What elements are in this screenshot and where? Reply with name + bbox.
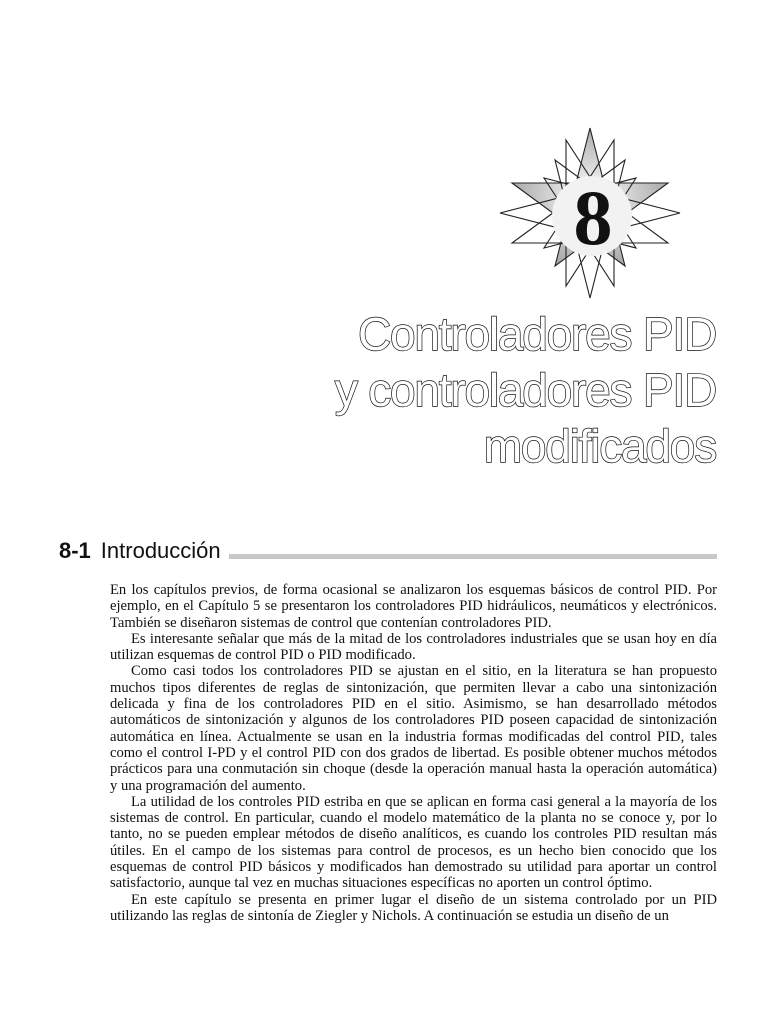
paragraph-2: Es interesante señalar que más de la mitad de los controladores industriales que se usan hoy en día utilizan esquemas de control PID o PID modificado.	[110, 630, 717, 664]
section-number: 8-1	[59, 538, 91, 563]
paragraph-5: En este capítulo se presenta en primer lugar el diseño de un sistema controlado por un PID utilizando las reglas de sintonía de Ziegler y Nichols. A continuación se estudia un diseño de un	[110, 891, 717, 924]
body-text	[110, 582, 717, 924]
section-rule	[229, 554, 717, 559]
paragraph-3: Como casi todos los controladores PID se ajustan en el sitio, en la literatura se han propuesto muchos tipos diferentes de reglas de sintonización, que permiten llevar a cabo una sintonización delicada y fina de los controladores PID en el sitio. Asimismo, se han desarrollado métodos automáticos de sintonización y algunos de los controladores PID poseen capacidad de sintonización automática en línea. Actualmente se usan en la industria formas modificadas del control PID, tales como el control I-PD y el control PID con dos grados de libertad. Es posible obtener muchos métodos prácticos para una conmutación sin choque (desde la operación manual hasta la operación automática) y una programación del aumento.	[110, 663, 717, 794]
chapter-title-line-3: modificados	[483, 420, 716, 472]
chapter-title	[335, 306, 716, 474]
section-heading	[59, 538, 717, 564]
paragraph-4: La utilidad de los controles PID estriba en que se aplican en forma casi general a la mayoría de los sistemas de control. En particular, cuando el modelo matemático de la planta no se conoce y, por lo tanto, no se pueden emplear métodos de diseño analíticos, es cuando los controles PID resultan más útiles. En el campo de los sistemas para control de procesos, es un hecho bien conocido que los esquemas de control PID básicos y modificados han demostrado su utilidad para aportar un control satisfactorio, aunque tal vez en muchas situaciones específicas no aporten un control óptimo.	[110, 793, 717, 892]
chapter-title-line-2: y controladores PID	[334, 364, 716, 416]
chapter-title-line-1: Controladores PID	[358, 308, 716, 360]
paragraph-1: En los capítulos previos, de forma ocasional se analizaron los esquemas básicos de control PID. Por ejemplo, en el Capítulo 5 se presentaron los controladores PID hidráulicos, neumáticos y electrónicos. También se diseñaron sistemas de control que contenían controladores PID.	[110, 582, 717, 631]
section-title: Introducción	[100, 538, 221, 563]
chapter-star-emblem	[496, 126, 684, 300]
chapter-number: 8	[573, 174, 613, 261]
